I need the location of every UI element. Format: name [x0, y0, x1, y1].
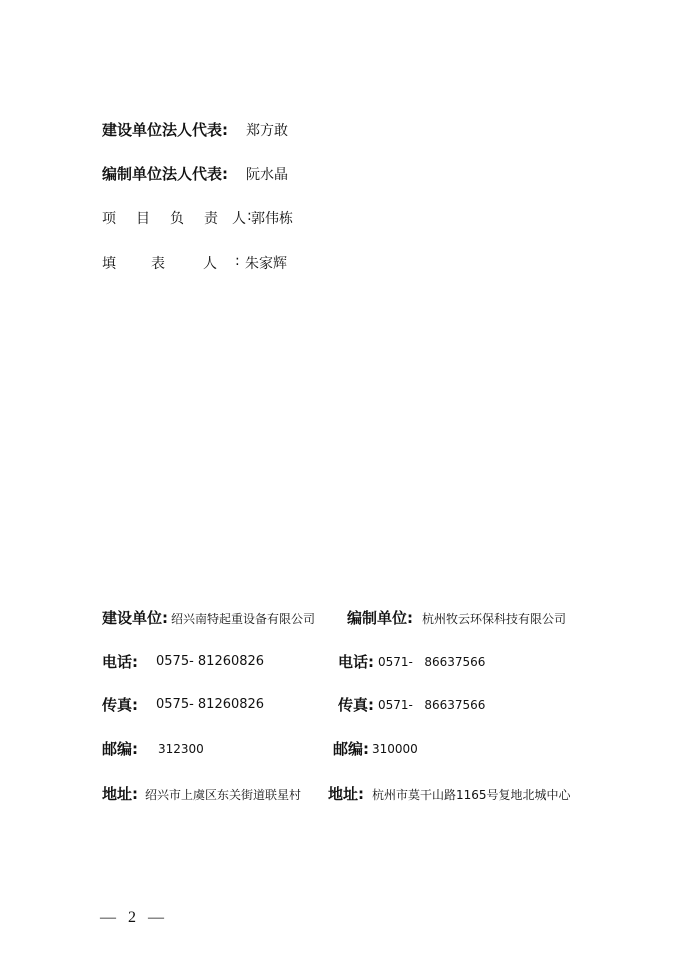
project-lead-colon: : [247, 208, 252, 224]
zip-value-right: 310000 [372, 742, 418, 756]
construction-unit-value: 绍兴南特起重设备有限公司 [171, 612, 316, 626]
filler-name: 朱家辉 [245, 256, 287, 272]
construction-rep-label: 建设单位法人代表: [102, 121, 228, 139]
page-number: — 2 — [100, 909, 168, 926]
zip-value-left: 312300 [158, 742, 204, 756]
fax-value-right: 0571- 86637566 [378, 698, 486, 712]
compile-rep-label: 编制单位法人代表: [102, 165, 228, 183]
project-lead-char: 目 [136, 211, 150, 227]
project-lead-char: 责 [204, 211, 218, 227]
fax-label-left: 传真: [102, 696, 138, 714]
phone-label-left: 电话: [102, 653, 138, 671]
zip-label-right: 邮编: [333, 740, 369, 758]
fax-label-right: 传真: [338, 696, 374, 714]
zip-label-left: 邮编: [102, 740, 138, 758]
phone-value-left: 0575- 81260826 [156, 654, 265, 669]
fax-value-left: 0575- 81260826 [156, 697, 265, 712]
filler-char: 表 [151, 256, 165, 272]
filler-colon: : [235, 253, 240, 269]
address-label-right: 地址: [328, 785, 364, 803]
address-value-right: 杭州市莫干山路1165号复地北城中心 [372, 788, 571, 802]
project-lead-char: 人 [232, 211, 246, 227]
address-value-left: 绍兴市上虞区东关街道联星村 [145, 788, 302, 802]
construction-unit-label: 建设单位: [102, 609, 168, 627]
compile-unit-value: 杭州牧云环保科技有限公司 [422, 612, 567, 626]
construction-rep-name: 郑方敢 [246, 123, 288, 139]
project-lead-char: 项 [102, 211, 116, 227]
project-lead-char: 负 [170, 211, 184, 227]
compile-rep-name: 阮水晶 [246, 167, 288, 183]
project-lead-name: 郭伟栋 [251, 211, 293, 227]
address-label-left: 地址: [102, 785, 138, 803]
phone-value-right: 0571- 86637566 [378, 655, 486, 669]
filler-char: 人 [203, 256, 217, 272]
compile-unit-label: 编制单位: [347, 609, 413, 627]
phone-label-right: 电话: [338, 653, 374, 671]
filler-char: 填 [102, 256, 116, 272]
